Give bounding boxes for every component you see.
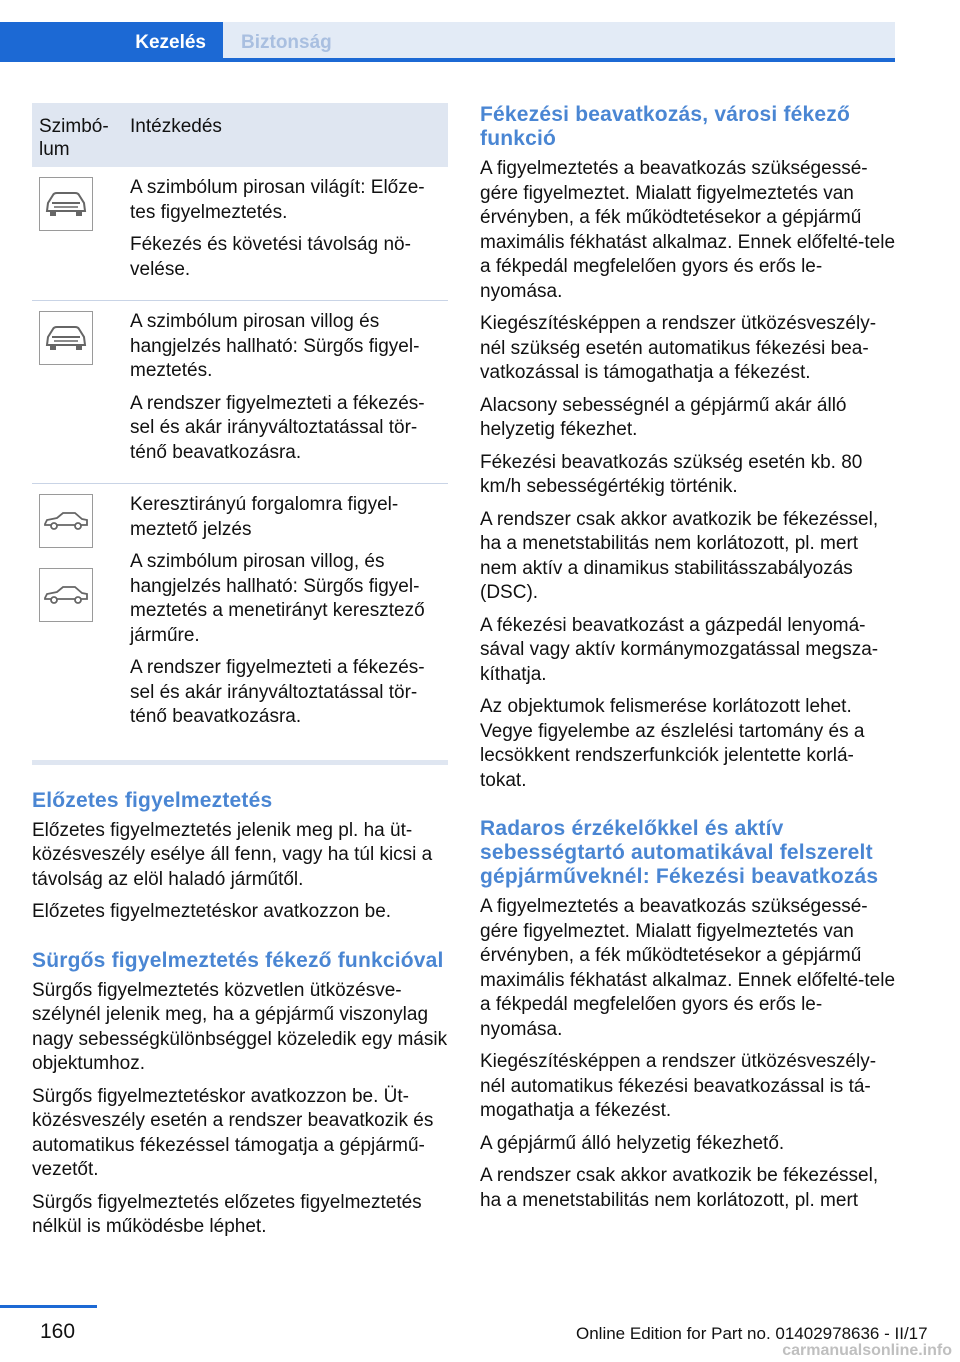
section-title: Fékezési beavatkozás, városi fékező funkció [480, 103, 851, 150]
edition-note: Online Edition for Part no. 01402978636 - II/17 [576, 1324, 928, 1343]
left-column [32, 103, 448, 1248]
section-title: Sürgős figyelmeztetés fékező funkcióval [32, 948, 444, 972]
tab-kezeles[interactable]: Kezelés [0, 22, 223, 60]
column-header-symbol: Szimbó‐lum [39, 116, 109, 160]
section-title: Radaros érzékelőkkel és aktív sebességtartó automatikával felszerelt gépjárműveknél: Fékezési beavatkozás [480, 817, 879, 888]
header-rule [0, 58, 895, 62]
paragraph: Sürgős figyelmeztetés előzetes figyelmeztetés nélkül is működésbe léphet. [32, 1191, 422, 1237]
row-text: A szimbólum pirosan villog és hangjelzés hallható: Sürgős figyel‐meztetés. [130, 311, 420, 381]
paragraph: A rendszer csak akkor avatkozik be fékezéssel, ha a menetstabilitás nem korlátozott, pl. mert [480, 1165, 879, 1211]
row-text: Keresztirányú forgalomra figyel‐meztető jelzés [130, 494, 399, 540]
section-title: Előzetes figyelmeztetés [32, 788, 273, 812]
table-header [32, 103, 448, 167]
paragraph: Előzetes figyelmeztetés jelenik meg pl. ha üt‐közésveszély esélye áll fenn, vagy ha túl kicsi a távolság az elöl haladó járműtől. [32, 819, 433, 890]
car-side-icon [39, 568, 93, 622]
car-front-icon [39, 177, 93, 231]
paragraph: A rendszer csak akkor avatkozik be fékezéssel, ha a menetstabilitás nem korlátozott, pl. mert nem aktív a dinamikus stabilitásszabályozás (DSC). [480, 508, 879, 603]
paragraph: Az objektumok felismerése korlátozott lehet. Vegye figyelembe az észlelési tartomány és a lecsökkent rendszerfunkciók jelentette korlá‐tokat. [480, 696, 865, 791]
column-header-action: Intézkedés [130, 116, 222, 137]
paragraph: A figyelmeztetés a beavatkozás szükségessé‐gére figyelmeztet. Mialatt figyelmeztetés van érvényben, a fék működtetésekor a gépjármű maximális fékhatást alkalmaz. Ennek előfelté‐tele a fékpedál megfelelően gyors és erős le‐nyomása. [480, 896, 896, 1040]
row-text: A rendszer figyelmezteti a fékezés‐sel és akár irányváltoztatással tör‐ténő beavatkozásra. [130, 657, 425, 727]
watermark: carmanualsonline.info [782, 1342, 952, 1359]
paragraph: Kiegészítésképpen a rendszer ütközésveszély‐nél szükség esetén automatikus fékezési bea‐vatkozással is támogathatja a fékezést. [480, 313, 877, 383]
paragraph: A fékezési beavatkozást a gázpedál lenyomá‐sával vagy aktív kormánymozgatással megsza‐kíthatja. [480, 614, 879, 685]
row-text: A rendszer figyelmezteti a fékezés‐sel és akár irányváltoztatással tör‐ténő beavatkozásra. [130, 392, 425, 463]
table-row [32, 484, 448, 748]
paragraph: A figyelmeztetés a beavatkozás szükségessé‐gére figyelmeztet. Mialatt figyelmeztetés van érvényben, a fék működtetésekor a gépjármű maximális fékhatást alkalmaz. Ennek előfelté‐tele a fékpedál megfelelően gyors és erős le‐nyomása. [480, 158, 896, 302]
table-row [32, 301, 448, 484]
paragraph: Fékezési beavatkozás szükség esetén kb. 80 km/h sebességértékig történik. [480, 451, 863, 497]
car-front-icon [39, 311, 93, 365]
header-tabs [0, 22, 895, 60]
tab-biztonsag[interactable]: Biztonság [223, 22, 895, 60]
row-text: A szimbólum pirosan világít: Előze‐tes figyelmeztetés. [130, 177, 425, 223]
car-side-icon [39, 494, 93, 548]
row-text: A szimbólum pirosan villog, és hangjelzés hallható: Sürgős figyel‐meztetés a menetirányt keresztező járműre. [130, 551, 425, 646]
row-text: Fékezés és követési távolság nö‐velése. [130, 234, 411, 280]
footer-rule [0, 1305, 97, 1308]
paragraph: Sürgős figyelmeztetés közvetlen ütközésve‐szélynél jelenik meg, ha a gépjármű viszonylag nagy sebességkülönbséggel közeledik egy másik objektumhoz. [32, 979, 448, 1074]
paragraph: A gépjármű álló helyzetig fékezhető. [480, 1132, 785, 1154]
paragraph: Kiegészítésképpen a rendszer ütközésveszély‐nél automatikus fékezési beavatkozással is tá‐mogathatja a fékezést. [480, 1051, 877, 1121]
paragraph: Előzetes figyelmeztetéskor avatkozzon be. [32, 901, 392, 922]
page-number: 160 [40, 1320, 76, 1343]
table-row [32, 167, 448, 301]
paragraph: Alacsony sebességnél a gépjármű akár álló helyzetig fékezhet. [480, 394, 847, 440]
paragraph: Sürgős figyelmeztetéskor avatkozzon be. Üt‐közésveszély esetén a rendszer beavatkozik és automatikus fékezéssel támogatja a gépjármű‐vezetőt. [32, 1085, 434, 1180]
right-column [480, 103, 900, 1221]
